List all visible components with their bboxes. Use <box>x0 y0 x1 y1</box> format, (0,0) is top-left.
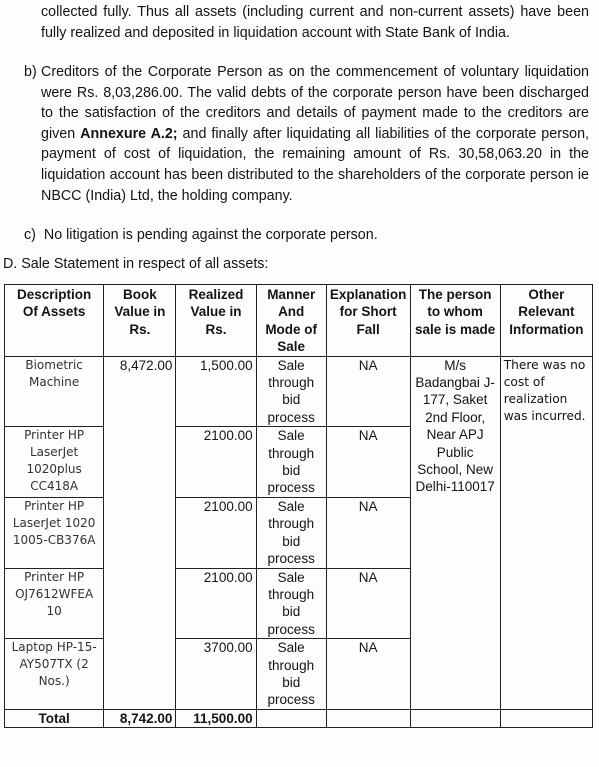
total-realized-value: 11,500.00 <box>176 709 256 727</box>
table-row <box>5 356 593 427</box>
shortfall-explanation: NA <box>326 639 410 710</box>
shortfall-explanation: NA <box>326 568 410 639</box>
paragraph-b-text-2: and finally after liquidating all liabilities of the corporate person, payment of cost of liquidation, the remaining amount of Rs. 30,58,063.20 in the liquidation account has been distributed to the shareholders of the corporate person ie NBCC (India) Ltd, the holding company. <box>41 125 589 204</box>
asset-description: Laptop HP-15-AY507TX (2 Nos.) <box>5 639 104 710</box>
total-empty-cell <box>500 709 592 727</box>
realized-value: 2100.00 <box>176 568 256 639</box>
total-empty-cell <box>410 709 500 727</box>
paragraph-c <box>24 225 584 246</box>
sale-statement-table <box>4 284 593 728</box>
header-other-info: Other Relevant Information <box>500 285 592 357</box>
total-empty-cell <box>256 709 326 727</box>
book-value-merged: 8,472.00 <box>104 356 176 709</box>
realized-value: 1,500.00 <box>176 356 256 427</box>
paragraph-b <box>24 62 589 206</box>
table-header-row <box>5 285 593 357</box>
realized-value: 2100.00 <box>176 497 256 568</box>
sale-manner: Sale through bid process <box>256 356 326 427</box>
annexure-reference: Annexure A.2; <box>80 125 178 142</box>
shortfall-explanation: NA <box>326 427 410 498</box>
asset-description: Printer HP LaserJet 1020plus CC418A <box>5 427 104 498</box>
section-d-heading: D. Sale Statement in respect of all assets: <box>3 256 269 272</box>
total-empty-cell <box>326 709 410 727</box>
total-label: Total <box>5 709 104 727</box>
buyer-details: M/s Badangbai J-177, Saket 2nd Floor, Near APJ Public School, New Delhi-110017 <box>410 356 500 709</box>
sale-manner: Sale through bid process <box>256 427 326 498</box>
asset-description: Printer HP OJ7612WFEA 10 <box>5 568 104 639</box>
item-letter-c: c) <box>24 227 36 243</box>
item-letter-b: b) <box>24 64 37 80</box>
shortfall-explanation: NA <box>326 497 410 568</box>
header-manner: Manner And Mode of Sale <box>256 285 326 357</box>
asset-description: Printer HP LaserJet 1020 1005-CB376A <box>5 497 104 568</box>
shortfall-explanation: NA <box>326 356 410 427</box>
total-row <box>5 709 593 727</box>
sale-manner: Sale through bid process <box>256 639 326 710</box>
intro-paragraph: collected fully. Thus all assets (including current and non-current assets) have been fully realized and deposited in liquidation account with State Bank of India. <box>41 4 589 41</box>
header-book-value: Book Value in Rs. <box>104 285 176 357</box>
paragraph-b-text-1: Creditors of the Corporate Person as on the commencement of voluntary liquidation were Rs. 8,03,286.00. The valid debts of the corporate person have been discharged to the satisfaction of the creditors and details of payment made to the creditors are given <box>41 64 589 142</box>
other-information: There was no cost of realization was incurred. <box>500 356 592 709</box>
sale-manner: Sale through bid process <box>256 497 326 568</box>
paragraph-c-text: No litigation is pending against the corporate person. <box>43 227 378 243</box>
header-buyer: The person to whom sale is made <box>410 285 500 357</box>
header-description: Description Of Assets <box>5 285 104 357</box>
realized-value: 3700.00 <box>176 639 256 710</box>
total-book-value: 8,742.00 <box>104 709 176 727</box>
sale-manner: Sale through bid process <box>256 568 326 639</box>
header-realized-value: Realized Value in Rs. <box>176 285 256 357</box>
realized-value: 2100.00 <box>176 427 256 498</box>
header-shortfall: Explanation for Short Fall <box>326 285 410 357</box>
asset-description: Biometric Machine <box>5 356 104 427</box>
